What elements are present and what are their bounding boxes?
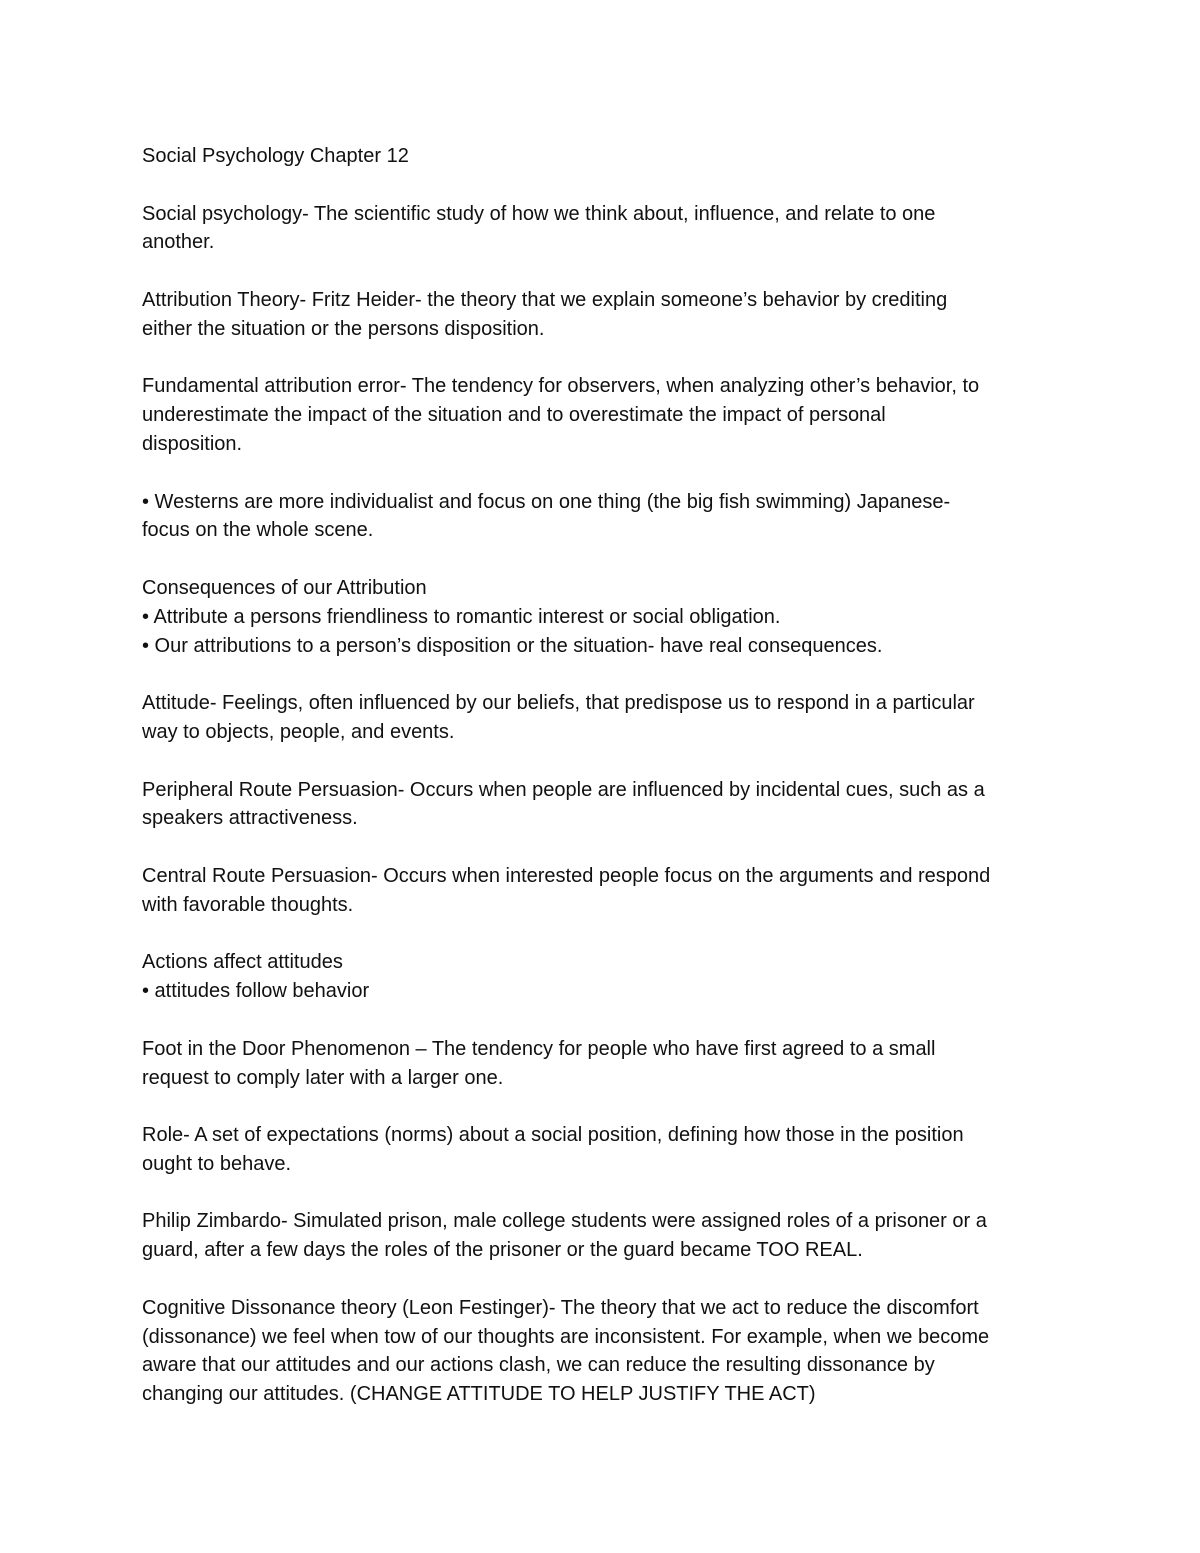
text-line: disposition. (142, 432, 243, 455)
paragraph (142, 488, 1072, 546)
text-line: way to objects, people, and events. (142, 720, 455, 743)
paragraph (142, 1035, 1072, 1093)
paragraph (142, 862, 1072, 920)
text-line: Foot in the Door Phenomenon – The tendency for people who have first agreed to a small (142, 1037, 936, 1060)
text-line: focus on the whole scene. (142, 519, 374, 542)
text-line: changing our attitudes. (CHANGE ATTITUDE TO HELP JUSTIFY THE ACT) (142, 1383, 816, 1406)
text-line: • Westerns are more individualist and focus on one thing (the big fish swimming) Japanese- (142, 490, 951, 513)
text-line: underestimate the impact of the situation and to overestimate the impact of personal (142, 404, 886, 427)
text-line: Central Route Persuasion- Occurs when interested people focus on the arguments and respond (142, 864, 991, 887)
text-line: Attitude- Feelings, often influenced by our beliefs, that predispose us to respond in a particular (142, 692, 975, 715)
text-line: • Our attributions to a person’s disposition or the situation- have real consequences. (142, 634, 883, 657)
text-line: either the situation or the persons disposition. (142, 317, 545, 340)
paragraph (142, 948, 1072, 1006)
paragraph (142, 286, 1072, 344)
text-line: (dissonance) we feel when tow of our thoughts are inconsistent. For example, when we become (142, 1325, 990, 1348)
text-line: Consequences of our Attribution (142, 576, 427, 599)
paragraph (142, 1121, 1072, 1179)
text-line: • Attribute a persons friendliness to romantic interest or social obligation. (142, 605, 781, 628)
paragraph (142, 776, 1072, 834)
text-line: Attribution Theory- Fritz Heider- the theory that we explain someone’s behavior by crediting (142, 288, 948, 311)
document-title: Social Psychology Chapter 12 (142, 145, 409, 167)
text-line: request to comply later with a larger one. (142, 1066, 504, 1089)
text-line: Role- A set of expectations (norms) about a social position, defining how those in the position (142, 1124, 964, 1147)
text-line: speakers attractiveness. (142, 807, 358, 830)
paragraph (142, 574, 1072, 660)
text-line: Social psychology- The scientific study of how we think about, influence, and relate to one (142, 202, 936, 225)
paragraph (142, 1294, 1072, 1409)
text-line: Philip Zimbardo- Simulated prison, male college students were assigned roles of a prisoner or a (142, 1210, 987, 1233)
paragraph (142, 689, 1072, 747)
text-line: Actions affect attitudes (142, 951, 343, 974)
paragraph (142, 1207, 1072, 1265)
text-line: ought to behave. (142, 1152, 292, 1175)
text-line: guard, after a few days the roles of the prisoner or the guard became TOO REAL. (142, 1239, 863, 1262)
text-line: Peripheral Route Persuasion- Occurs when people are influenced by incidental cues, such as a (142, 778, 985, 801)
text-line: with favorable thoughts. (142, 893, 354, 916)
paragraph-list (142, 200, 1072, 1409)
paragraph (142, 372, 1072, 458)
text-line: • attitudes follow behavior (142, 980, 370, 1003)
text-line: aware that our attitudes and our actions clash, we can reduce the resulting dissonance by (142, 1354, 935, 1377)
text-line: another. (142, 231, 215, 254)
text-line: Cognitive Dissonance theory (Leon Festinger)- The theory that we act to reduce the discomfort (142, 1296, 979, 1319)
text-line: Fundamental attribution error- The tendency for observers, when analyzing other’s behavior, to (142, 375, 980, 398)
document-body (142, 142, 1072, 1438)
paragraph (142, 200, 1072, 258)
